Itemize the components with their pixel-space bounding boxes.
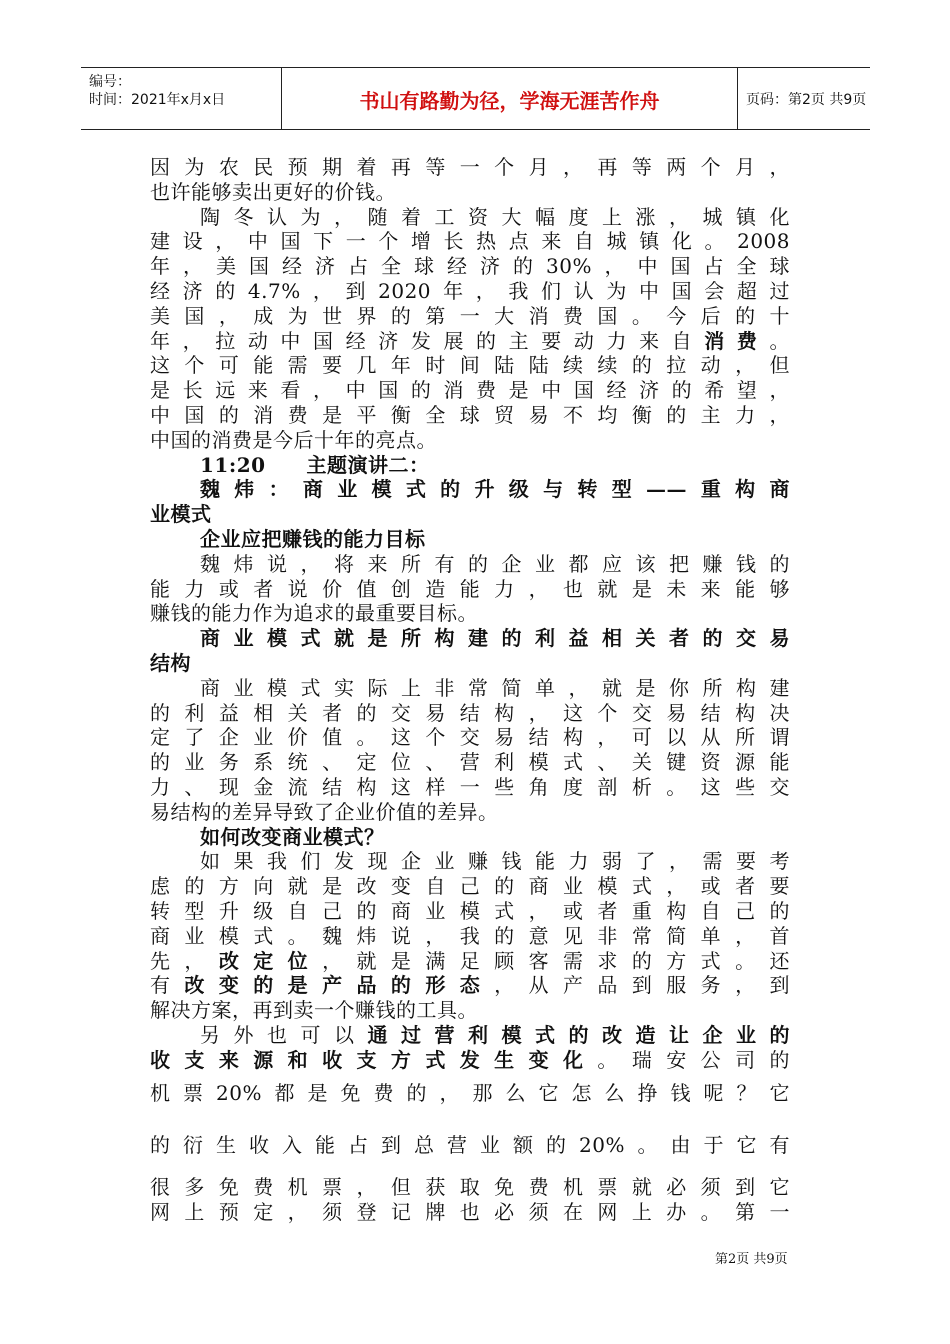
text-run: 。瑞安公司的: [597, 1047, 791, 1072]
text-line: 的利益相关者的交易结构，这个交易结构决: [150, 700, 790, 725]
text-line: 陶冬认为，随着工资大幅度上涨，城镇化: [200, 204, 790, 229]
subheading-cont: 结构: [150, 650, 191, 675]
text-line: 能力或者说价值创造能力，也就是未来能够: [150, 576, 790, 601]
bold-run: 改定位: [218, 948, 323, 973]
text-line: [150, 949, 790, 974]
text-line: 这个可能需要几年时间陆陆续续的拉动，但: [150, 353, 790, 378]
text-line: 因为农民预期着再等一个月，再等两个月，: [150, 155, 790, 179]
text-line: 网上预定，须登记牌也必须在网上办。第一: [150, 1200, 790, 1225]
text-line: [150, 1048, 790, 1073]
text-line: [150, 973, 790, 998]
text-run: 另外也可以: [200, 1022, 368, 1047]
text-line: 也许能够卖出更好的价钱。: [150, 179, 396, 204]
subheading: 商业模式就是所构建的利益相关者的交易: [200, 626, 790, 651]
text-line: 很多免费机票，但获取免费机票就必须到它: [150, 1175, 790, 1200]
bold-run: 消费: [704, 328, 770, 353]
text-run: 先，: [150, 948, 219, 973]
text-line: [150, 329, 790, 354]
talk-title-cont: 业模式: [150, 502, 212, 527]
text-line: 转型升级自己的商业模式，或者重构自己的: [150, 898, 790, 923]
bold-run: 通过营利模式的改造让企业的: [367, 1022, 790, 1047]
document-header: [81, 67, 870, 130]
time-label: 时间：2021年x月x日: [89, 92, 226, 108]
text-line: 如果我们发现企业赚钱能力弱了，需要考: [200, 849, 790, 874]
bold-run: 改变的是产品的形态: [184, 973, 495, 998]
text-line: 解决方案，再到卖一个赚钱的工具。: [150, 998, 478, 1023]
text-run: 。: [769, 328, 791, 353]
header-right-cell: [736, 68, 870, 129]
text-line: 魏炜说，将来所有的企业都应该把赚钱的: [200, 551, 790, 576]
subheading: 如何改变商业模式？: [200, 824, 385, 849]
text-run: ，就是满足顾客需求的方式。还: [322, 948, 791, 973]
text-line: 虑的方向就是改变自己的商业模式，或者要: [150, 874, 790, 899]
header-left-cell: [81, 68, 281, 129]
text-line: 建设，中国下一个增长热点来自城镇化。2008: [150, 229, 790, 254]
text-line: 机票20%都是免费的，那么它怎么挣钱呢？它: [150, 1081, 790, 1106]
text-line: 的业务系统、定位、营利模式、关键资源能: [150, 750, 790, 775]
section-heading: 11:20 主题演讲二：: [200, 452, 430, 477]
header-motto: 书山有路勤为径，学海无涯苦作舟: [359, 89, 660, 113]
subheading: 企业应把赚钱的能力目标: [200, 526, 426, 551]
text-line: 的衍生收入能占到总营业额的20%。由于它有: [150, 1133, 790, 1158]
text-line: 中国的消费是平衡全球贸易不均衡的主力，: [150, 402, 790, 427]
page-footer: 第2页 共9页: [715, 1252, 788, 1267]
header-middle-cell: [281, 68, 738, 129]
text-run: 年，拉动中国经济发展的主要动力来自: [150, 328, 705, 353]
text-line: 力、现金流结构这样一些角度剖析。这些交: [150, 774, 790, 799]
document-body: [150, 155, 790, 1225]
text-line: 商业模式实际上非常简单，就是你所构建: [200, 675, 790, 700]
text-line: 易结构的差异导致了企业价值的差异。: [150, 799, 499, 824]
talk-title: 魏炜：商业模式的升级与转型——重构商: [200, 477, 790, 502]
text-line: 是长远来看，中国的消费是中国经济的希望，: [150, 378, 790, 403]
text-line: 商业模式。魏炜说，我的意见非常简单，首: [150, 923, 790, 948]
text-run: ，从产品到服务，到: [494, 973, 791, 998]
text-line: 赚钱的能力作为追求的最重要目标。: [150, 601, 478, 626]
header-page-code: 页码：第2页 共9页: [746, 92, 867, 108]
text-line: 年，美国经济占全球经济的30%，中国占全球: [150, 254, 790, 279]
text-line: 中国的消费是今后十年的亮点。: [150, 427, 437, 452]
code-label: 编号：: [89, 74, 131, 90]
bold-run: 收支来源和收支方式发生变化: [150, 1047, 598, 1072]
text-line: 美国，成为世界的第一大消费国。今后的十: [150, 303, 790, 328]
text-line: 经济的4.7%，到2020年，我们认为中国会超过: [150, 278, 790, 303]
text-line: [150, 1023, 790, 1048]
text-line: 定了企业价值。这个交易结构，可以从所谓: [150, 725, 790, 750]
text-run: 有: [150, 973, 185, 998]
